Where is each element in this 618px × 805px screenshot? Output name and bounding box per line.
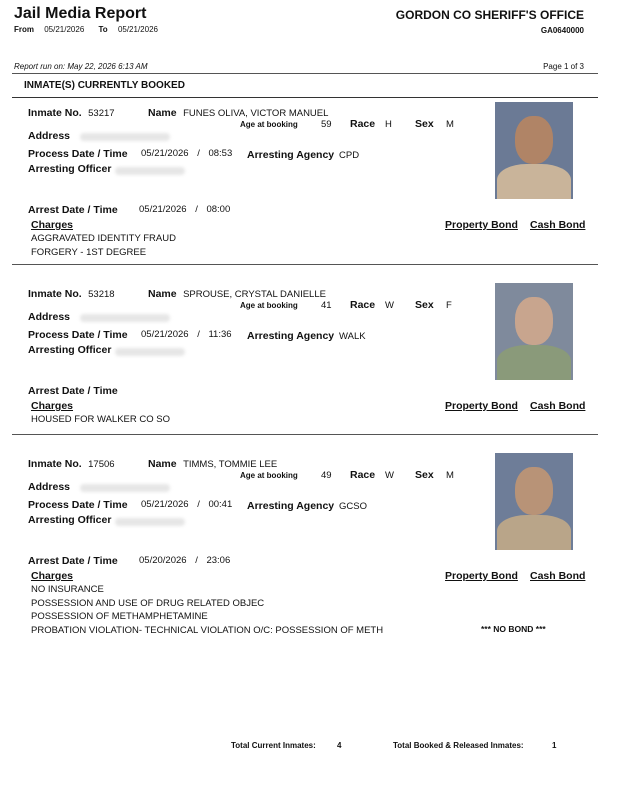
agency-name: GORDON CO SHERIFF'S OFFICE bbox=[395, 8, 584, 22]
name-label: Name bbox=[148, 458, 177, 470]
age-value: 41 bbox=[321, 300, 332, 311]
process-datetime: 05/21/2026 / 08:53 bbox=[141, 148, 233, 159]
arrest-time: 08:00 bbox=[206, 204, 231, 215]
property-bond-label: Property Bond bbox=[445, 570, 518, 582]
charges-label: Charges bbox=[31, 219, 74, 231]
date-range bbox=[14, 25, 158, 34]
charge-item: NO INSURANCE bbox=[31, 584, 104, 595]
cash-bond-label: Cash Bond bbox=[530, 400, 586, 412]
property-bond-label: Property Bond bbox=[445, 400, 518, 412]
name-value: TIMMS, TOMMIE LEE bbox=[183, 459, 278, 470]
sex-value: M bbox=[446, 119, 454, 130]
report-title: Jail Media Report bbox=[14, 5, 147, 22]
charge-item: POSSESSION AND USE OF DRUG RELATED OBJEC bbox=[31, 597, 265, 609]
arresting-agency-value: GCSO bbox=[339, 501, 367, 512]
arresting-agency-label: Arresting Agency bbox=[247, 330, 335, 342]
arresting-agency-value: CPD bbox=[339, 150, 360, 161]
arrest-datetime: 05/20/2026 / 23:06 bbox=[139, 555, 231, 566]
mugshot-photo bbox=[495, 102, 573, 199]
arresting-officer-label: Arresting Officer bbox=[28, 163, 112, 175]
from-date: 05/21/2026 bbox=[44, 25, 85, 34]
name-label: Name bbox=[148, 288, 177, 300]
report-run-on: Report run on: May 22, 2026 6:13 AM bbox=[14, 62, 148, 71]
inmate-no-value: 53218 bbox=[88, 289, 115, 300]
age-label: Age at booking bbox=[240, 120, 298, 129]
section-divider bbox=[12, 97, 598, 98]
arrest-label: Arrest Date / Time bbox=[28, 555, 118, 567]
charge-item: PROBATION VIOLATION- TECHNICAL VIOLATION O/C: POSSESSION OF METH bbox=[31, 624, 384, 636]
process-time: 11:36 bbox=[208, 329, 232, 340]
arresting-officer-label: Arresting Officer bbox=[28, 514, 112, 526]
arrest-datetime: 05/21/2026 / 08:00 bbox=[139, 204, 231, 215]
inmate-no-label: Inmate No. bbox=[28, 107, 82, 119]
total-booked-label: Total Booked & Released Inmates: bbox=[393, 741, 524, 750]
sex-value: F bbox=[446, 300, 452, 311]
address-label: Address bbox=[28, 130, 71, 142]
name-value: FUNES OLIVA, VICTOR MANUEL bbox=[183, 108, 329, 119]
race-label: Race bbox=[350, 469, 376, 481]
process-date: 05/21/2026 bbox=[141, 148, 189, 159]
arrest-label: Arrest Date / Time bbox=[28, 204, 118, 216]
process-date: 05/21/2026 bbox=[141, 329, 189, 340]
property-bond-label: Property Bond bbox=[445, 219, 518, 231]
mugshot-photo bbox=[495, 283, 573, 380]
inmate-no-value: 17506 bbox=[88, 459, 115, 470]
age-label: Age at booking bbox=[240, 471, 298, 480]
arrest-date: 05/20/2026 bbox=[139, 555, 187, 566]
race-value: H bbox=[385, 119, 392, 130]
charge-item: FORGERY - 1ST DEGREE bbox=[31, 246, 147, 258]
age-value: 49 bbox=[321, 470, 332, 481]
redacted-address bbox=[80, 484, 170, 492]
inmate-number bbox=[28, 284, 115, 302]
process-label: Process Date / Time bbox=[28, 329, 128, 341]
redacted-officer bbox=[115, 518, 185, 526]
record-divider bbox=[12, 434, 598, 435]
process-datetime: 05/21/2026 / 00:41 bbox=[141, 499, 233, 510]
inmate-no-value: 53217 bbox=[88, 108, 115, 119]
sex-label: Sex bbox=[415, 299, 434, 311]
sex-label: Sex bbox=[415, 118, 434, 130]
arresting-agency-label: Arresting Agency bbox=[247, 149, 335, 161]
address-label: Address bbox=[28, 481, 71, 493]
arresting-agency-value: WALK bbox=[339, 331, 366, 342]
race-label: Race bbox=[350, 299, 376, 311]
arrest-time: 23:06 bbox=[206, 555, 231, 566]
process-datetime: 05/21/2026 / 11:36 bbox=[141, 329, 232, 340]
race-value: W bbox=[385, 470, 394, 481]
address-label: Address bbox=[28, 311, 71, 323]
charge-item: POSSESSION OF METHAMPHETAMINE bbox=[31, 611, 208, 622]
total-booked-value: 1 bbox=[552, 741, 557, 750]
to-label: To bbox=[98, 25, 108, 34]
header-divider bbox=[12, 73, 598, 74]
from-label: From bbox=[14, 25, 34, 34]
race-value: W bbox=[385, 300, 394, 311]
inmate-name bbox=[148, 454, 277, 472]
process-time: 08:53 bbox=[208, 148, 233, 159]
cash-bond-label: Cash Bond bbox=[530, 219, 586, 231]
charge-item: HOUSED FOR WALKER CO SO bbox=[31, 414, 170, 425]
redacted-address bbox=[80, 314, 170, 322]
age-value: 59 bbox=[321, 119, 332, 130]
age-label: Age at booking bbox=[240, 301, 298, 310]
sex-label: Sex bbox=[415, 469, 434, 481]
to-date: 05/21/2026 bbox=[117, 25, 158, 34]
inmate-number bbox=[28, 103, 115, 121]
inmate-name bbox=[148, 284, 326, 302]
name-value: SPROUSE, CRYSTAL DANIELLE bbox=[183, 289, 326, 300]
bond-note: *** NO BOND *** bbox=[481, 624, 546, 634]
charge-item: AGGRAVATED IDENTITY FRAUD bbox=[31, 233, 176, 244]
inmate-no-label: Inmate No. bbox=[28, 288, 82, 300]
charges-label: Charges bbox=[31, 400, 74, 412]
inmate-name bbox=[148, 103, 328, 121]
mugshot-photo bbox=[495, 453, 573, 550]
total-current-value: 4 bbox=[337, 741, 342, 750]
redacted-officer bbox=[115, 348, 185, 356]
race-label: Race bbox=[350, 118, 376, 130]
name-label: Name bbox=[148, 107, 177, 119]
page-number: Page 1 of 3 bbox=[543, 62, 584, 71]
agency-code: GA0640000 bbox=[540, 26, 584, 35]
process-label: Process Date / Time bbox=[28, 499, 128, 511]
redacted-officer bbox=[115, 167, 185, 175]
arrest-date: 05/21/2026 bbox=[139, 204, 187, 215]
arresting-officer-label: Arresting Officer bbox=[28, 344, 112, 356]
inmate-number bbox=[28, 454, 115, 472]
process-date: 05/21/2026 bbox=[141, 499, 189, 510]
cash-bond-label: Cash Bond bbox=[530, 570, 586, 582]
redacted-address bbox=[80, 133, 170, 141]
process-time: 00:41 bbox=[208, 499, 233, 510]
charges-label: Charges bbox=[31, 570, 74, 582]
sex-value: M bbox=[446, 470, 454, 481]
inmate-no-label: Inmate No. bbox=[28, 458, 82, 470]
arrest-label: Arrest Date / Time bbox=[28, 385, 118, 397]
total-current-label: Total Current Inmates: bbox=[231, 741, 316, 750]
arresting-agency-label: Arresting Agency bbox=[247, 500, 335, 512]
section-title: INMATE(S) CURRENTLY BOOKED bbox=[24, 80, 185, 91]
process-label: Process Date / Time bbox=[28, 148, 128, 160]
record-divider bbox=[12, 264, 598, 265]
